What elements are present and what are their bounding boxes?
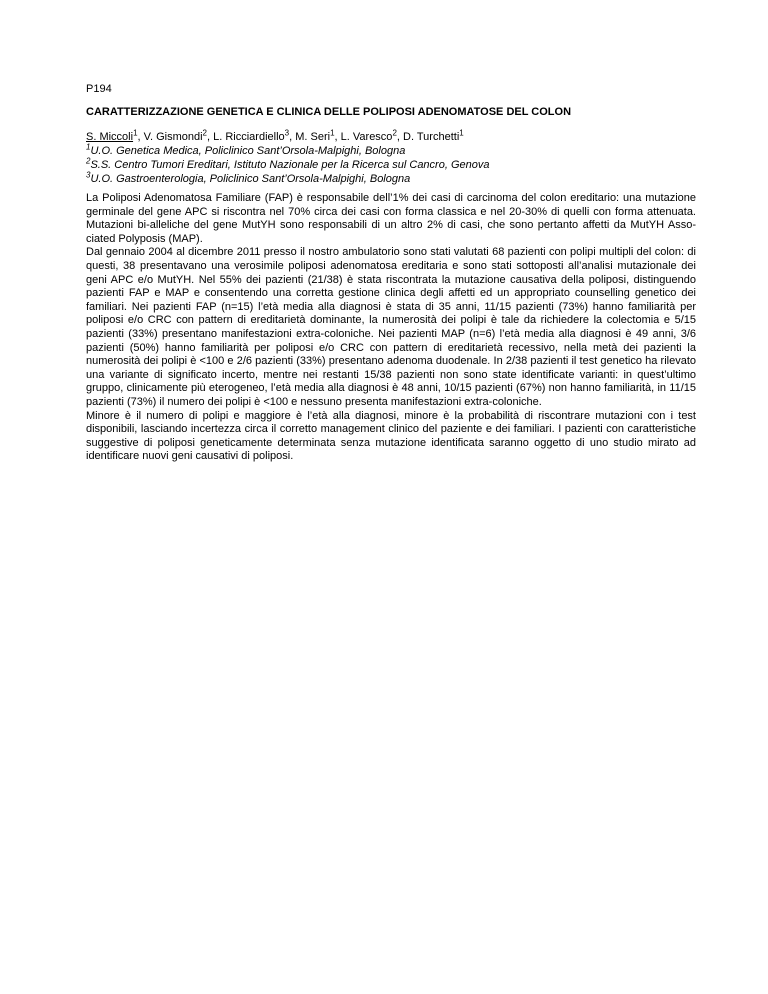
author xyxy=(143,128,214,143)
abstract-title: CARATTERIZZAZIONE GENETICA E CLINICA DELLE POLIPOSI ADENOMATOSE DEL COLON xyxy=(86,106,572,118)
author xyxy=(213,128,296,143)
author-list xyxy=(86,130,696,144)
affiliation-mark: 2 xyxy=(86,156,91,166)
author-affiliation-mark: 1 xyxy=(459,128,464,138)
author-name: L. Ricciardiello xyxy=(213,131,285,143)
affiliation-text: U.O. Gastroenterologia, Policlinico Sant’Orsola-Malpighi, Bologna xyxy=(90,173,411,185)
author-affiliation-mark: 1 xyxy=(133,128,138,138)
author-separator: , xyxy=(396,131,404,143)
body-paragraph-results: Dal gennaio 2004 al dicembre 2011 presso il nostro ambulatorio sono stati valutati 68 pazienti con polipi multipli del colon: di questi, 38 presentavano una verosimile poliposi adenomatosa ereditaria e sono stati sottoposti all’analisi mutazionale dei geni APC e/o MutYH. Nel 55% dei pazienti (21/38) è stata riscontrata la mutazione causativa della poliposi, distinguendo pazienti FAP e MAP e consentendo una corretta gestione clinica degli affetti ed un appropriato counselling genetico dei familiari. Nei pazienti FAP (n=15) l’età media alla diagnosi è stata di 35 anni, 11/15 pazienti (73%) hanno familiarità per poliposi e/o CRC con pattern di ereditarietà dominante, la numerosità dei polipi è tale da richiedere la colectomia e 5/15 pazienti (33%) presentano manifestazioni extra-coloniche. Nei pazienti MAP (n=6) l’età media alla diagnosi è 49 anni, 3/6 pazienti (50%) hanno familiarità per poliposi e/o CRC con pattern di ereditarietà recessivo, nella metà dei pazienti la numerosità dei polipi è <100 e 2/6 pazienti (33%) presentano adenoma duodenale. In 2/38 pazienti il test genetico ha rilevato una variante di significato incerto, mentre nei restanti 15/38 pazienti non sono state identificate varianti: in quest’ultimo gruppo, clinicamente più eterogeneo, l’età media alla diagnosi è 48 anni, 10/15 pazienti (67%) non hanno familiarità, in 11/15 pazienti (73%) il numero dei polipi è <100 e nessuno presenta manifestazioni extra-coloniche. xyxy=(86,246,696,408)
affiliation-list xyxy=(86,144,696,186)
abstract-id: P194 xyxy=(86,83,112,95)
affiliation xyxy=(86,172,696,186)
author-name: M. Seri xyxy=(295,131,331,143)
author-name: L. Varesco xyxy=(340,131,393,143)
author-affiliation-mark: 3 xyxy=(284,128,290,138)
body-paragraph-intro: La Poliposi Adenomatosa Familiare (FAP) è responsabile dell’1% dei casi di carcinoma del colon ereditario: una mutazione germinale del gene APC si riscontra nel 70% circa dei casi con forma classica e nel 20-30% di quelli con forma attenuata. Mutazioni bi-alleliche del gene MutYH sono responsabili di un altro 2% di casi, che sono pertanto affetti da MutYH Asso-ciated Polyposis (MAP). xyxy=(86,192,696,245)
author-affiliation-mark: 2 xyxy=(202,128,207,138)
author-name: S. Miccoli xyxy=(86,131,134,143)
author xyxy=(86,128,144,143)
author-separator: , xyxy=(207,131,214,143)
author-affiliation-mark: 1 xyxy=(330,128,335,138)
author xyxy=(295,128,341,143)
affiliation-text: U.O. Genetica Medica, Policlinico Sant’Orsola-Malpighi, Bologna xyxy=(90,145,406,157)
author-separator: , xyxy=(334,131,341,143)
affiliation-mark: 1 xyxy=(86,142,91,152)
author xyxy=(403,128,464,143)
affiliation xyxy=(86,144,696,158)
author-separator: , xyxy=(289,131,296,143)
affiliation-mark: 3 xyxy=(86,170,91,180)
body-paragraph-conclusion: Minore è il numero di polipi e maggiore è l’età alla diagnosi, minore è la probabilità di riscontrare mutazioni con i test disponibili, lasciando incertezza circa il corretto management clinico del paziente e dei familiari. I pazienti con caratteristiche suggestive di poliposi geneticamente determinata senza mutazione identificata saranno oggetto di uno studio mirato ad identificare nuovi geni causativi di poliposi. xyxy=(86,409,696,463)
affiliation-text: S.S. Centro Tumori Ereditari, Istituto Nazionale per la Ricerca sul Cancro, Genova xyxy=(90,159,490,171)
affiliation xyxy=(86,158,696,172)
author-affiliation-mark: 2 xyxy=(392,128,397,138)
author-separator: , xyxy=(137,131,144,143)
author xyxy=(340,128,404,143)
author-name: V. Gismondi xyxy=(143,131,203,143)
author-name: D. Turchetti xyxy=(403,131,460,143)
